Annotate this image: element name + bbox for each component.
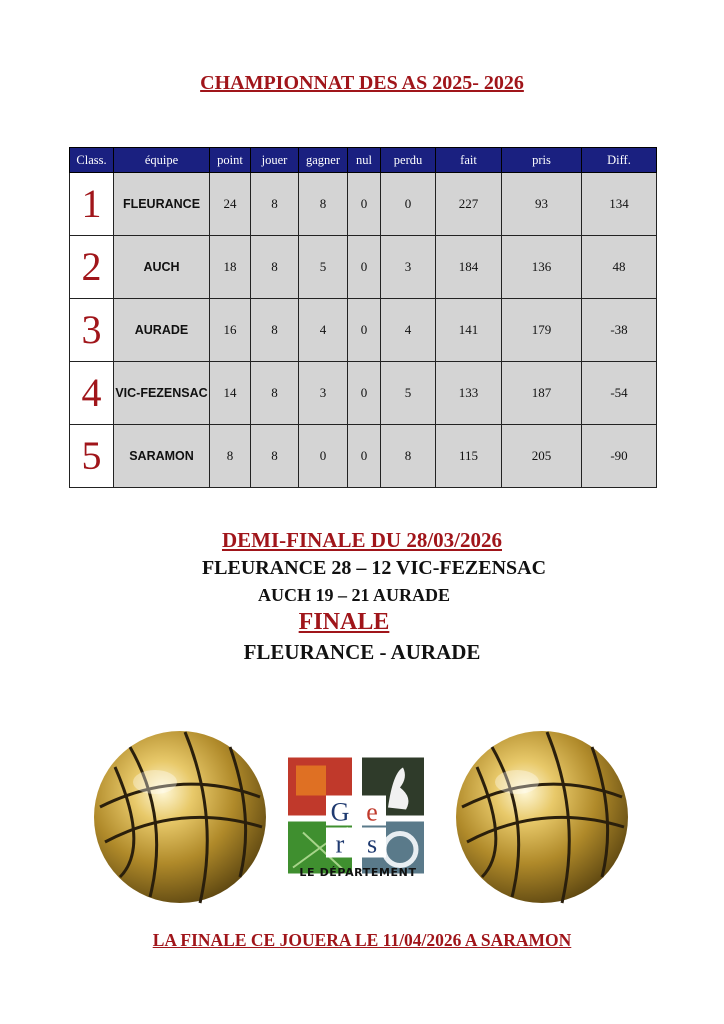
rank-cell: 4 [70, 362, 114, 425]
jouer-cell: 8 [251, 425, 299, 488]
nul-cell: 0 [348, 299, 381, 362]
petanque-ball-icon [452, 727, 632, 907]
diff-cell: -54 [582, 362, 657, 425]
final-match: FLEURANCE - AURADE [243, 640, 481, 664]
final-title: FINALE [298, 609, 390, 635]
logo-letter-s: s [366, 829, 378, 859]
nul-cell: 0 [348, 236, 381, 299]
jouer-cell: 8 [251, 299, 299, 362]
team-cell: FLEURANCE [114, 173, 210, 236]
gagner-cell: 8 [299, 173, 348, 236]
diff-cell: 134 [582, 173, 657, 236]
perdu-cell: 4 [381, 299, 436, 362]
pris-cell: 136 [502, 236, 582, 299]
standings-table [69, 147, 657, 488]
header-fait: fait [436, 148, 502, 173]
diff-cell: -90 [582, 425, 657, 488]
table-header-row [70, 148, 657, 173]
table-row [70, 173, 657, 236]
semi-final-title: DEMI-FINALE DU 28/03/2026 [221, 528, 502, 552]
petanque-ball-icon [90, 727, 270, 907]
semi-final-match-2: AUCH 19 – 21 AURADE [257, 585, 450, 605]
pris-cell: 93 [502, 173, 582, 236]
fait-cell: 184 [436, 236, 502, 299]
page-title-text: CHAMPIONNAT DES AS 2025- 2026 [200, 72, 524, 94]
header-team: équipe [114, 148, 210, 173]
logo-letter-g: G [330, 797, 350, 827]
team-cell: SARAMON [114, 425, 210, 488]
logo-caption: LE DÉPARTEMENT [299, 866, 417, 879]
header-nul: nul [348, 148, 381, 173]
table-row [70, 425, 657, 488]
jouer-cell: 8 [251, 173, 299, 236]
point-cell: 14 [210, 362, 251, 425]
team-cell: AURADE [114, 299, 210, 362]
gagner-cell: 0 [299, 425, 348, 488]
footer-note: LA FINALE CE JOUERA LE 11/04/2026 A SARAMON [152, 930, 572, 950]
pris-cell: 179 [502, 299, 582, 362]
semi-final-match-1: FLEURANCE 28 – 12 VIC-FEZENSAC [201, 557, 547, 579]
fait-cell: 141 [436, 299, 502, 362]
fait-cell: 115 [436, 425, 502, 488]
logo-letter-r: r [335, 829, 345, 859]
rank-cell: 2 [70, 236, 114, 299]
jouer-cell: 8 [251, 362, 299, 425]
diff-cell: -38 [582, 299, 657, 362]
rank-cell: 1 [70, 173, 114, 236]
table-row [70, 236, 657, 299]
logo-letter-e: e [366, 797, 378, 827]
diff-cell: 48 [582, 236, 657, 299]
pris-cell: 205 [502, 425, 582, 488]
header-perdu: perdu [381, 148, 436, 173]
gagner-cell: 4 [299, 299, 348, 362]
nul-cell: 0 [348, 425, 381, 488]
page-title [0, 72, 724, 95]
pris-cell: 187 [502, 362, 582, 425]
team-cell: AUCH [114, 236, 210, 299]
header-jouer: jouer [251, 148, 299, 173]
nul-cell: 0 [348, 362, 381, 425]
fait-cell: 133 [436, 362, 502, 425]
jouer-cell: 8 [251, 236, 299, 299]
point-cell: 24 [210, 173, 251, 236]
nul-cell: 0 [348, 173, 381, 236]
point-cell: 8 [210, 425, 251, 488]
perdu-cell: 8 [381, 425, 436, 488]
fait-cell: 227 [436, 173, 502, 236]
table-row [70, 362, 657, 425]
header-pris: pris [502, 148, 582, 173]
gagner-cell: 3 [299, 362, 348, 425]
table-row [70, 299, 657, 362]
perdu-cell: 0 [381, 173, 436, 236]
header-diff: Diff. [582, 148, 657, 173]
header-gagner: gagner [299, 148, 348, 173]
gagner-cell: 5 [299, 236, 348, 299]
team-cell: VIC-FEZENSAC [114, 362, 210, 425]
point-cell: 16 [210, 299, 251, 362]
point-cell: 18 [210, 236, 251, 299]
header-class: Class. [70, 148, 114, 173]
rank-cell: 3 [70, 299, 114, 362]
perdu-cell: 3 [381, 236, 436, 299]
header-point: point [210, 148, 251, 173]
perdu-cell: 5 [381, 362, 436, 425]
rank-cell: 5 [70, 425, 114, 488]
